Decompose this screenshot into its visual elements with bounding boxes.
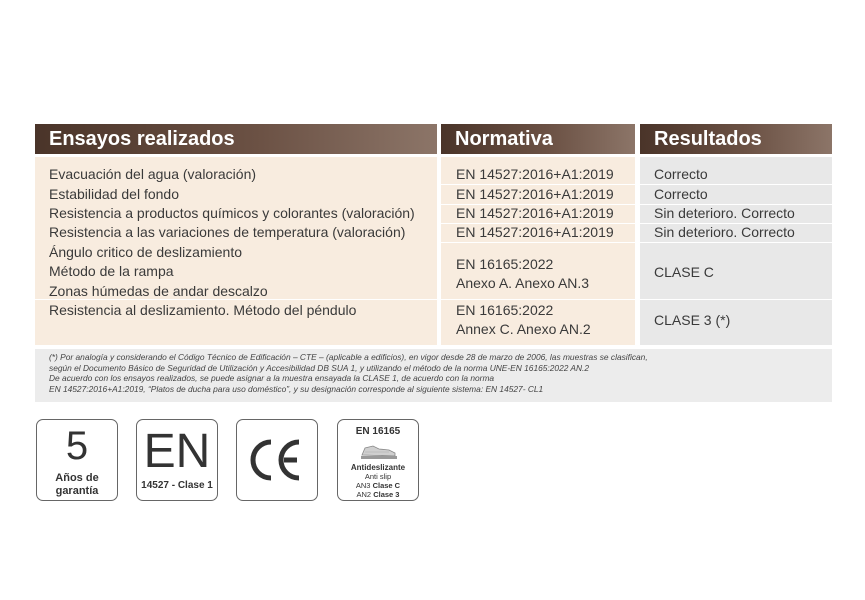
en-class: 14527 - Clase 1 (141, 480, 213, 491)
warranty-badge (36, 419, 118, 501)
norm-cell: Anexo A. Anexo AN.3 (456, 275, 590, 291)
result-cell: Correcto (654, 166, 708, 182)
test-cell: Zonas húmedas de andar descalzo (49, 283, 268, 299)
an2-class: Clase 3 (373, 490, 400, 499)
norm-cell: EN 14527:2016+A1:2019 (456, 205, 614, 221)
ce-badge (236, 419, 318, 501)
row-separator (35, 299, 832, 300)
antislip-an3 (338, 481, 418, 490)
en-badge (136, 419, 218, 501)
header-normativa: Normativa (441, 124, 635, 154)
an2-code: AN2 (356, 490, 372, 499)
header-resultados: Resultados (640, 124, 832, 154)
norm-cell: EN 14527:2016+A1:2019 (456, 224, 614, 240)
test-cell: Resistencia al deslizamiento. Método del péndulo (49, 302, 357, 318)
shoe-icon (359, 440, 399, 462)
antislip-label: Antideslizante (350, 463, 406, 472)
result-cell: CLASE C (654, 264, 714, 280)
antislip-sub: Anti slip (364, 472, 392, 481)
footnote (35, 349, 832, 402)
warranty-number: 5 (65, 424, 89, 468)
warranty-line2: garantía (55, 485, 99, 497)
norm-cell: Annex C. Anexo AN.2 (456, 321, 591, 337)
test-cell: Resistencia a las variaciones de temperatura (valoración) (49, 224, 406, 240)
test-cell: Estabilidad del fondo (49, 186, 179, 202)
an3-class: Clase C (372, 481, 401, 490)
antislip-title: EN 16165 (355, 426, 401, 437)
test-cell: Resistencia a productos químicos y colorantes (valoración) (49, 205, 415, 221)
an3-code: AN3 (355, 481, 371, 490)
warranty-line1: Años de (55, 472, 99, 484)
header-ensayos: Ensayos realizados (35, 124, 437, 154)
footnote-line: EN 14527:2016+A1:2019, “Platos de ducha para uso doméstico”, y su designación corresponde al siguiente sistema: EN 14527- CL1 (49, 383, 544, 394)
footnote-line: De acuerdo con los ensayos realizados, se puede asignar a la muestra ensayada la CLASE 1, de acuerdo con la norma (49, 373, 495, 384)
row-separator (441, 242, 832, 243)
antislip-an2 (338, 490, 418, 499)
norm-cell: EN 16165:2022 (456, 256, 554, 272)
norm-cell: EN 14527:2016+A1:2019 (456, 166, 614, 182)
en-text: EN (143, 425, 211, 478)
footnote-line: (*) Por analogía y considerando el Código Técnico de Edificación – CTE – (aplicable a edificios), en vigor desde 28 de marzo de 2006, las muestras se clasifican, (49, 352, 648, 362)
result-cell: Sin deterioro. Correcto (654, 205, 795, 221)
norm-cell: EN 16165:2022 (456, 302, 554, 318)
row-separator (441, 184, 832, 185)
footnote-line: según el Documento Básico de Seguridad de Utilización y Accesibilidad DB SUA 1, y utilizando el método de la norma UNE-EN 16165:2022 AN.2 (49, 362, 590, 373)
norm-cell: EN 14527:2016+A1:2019 (456, 186, 614, 202)
antislip-badge (337, 419, 419, 501)
test-cell: Evacuación del agua (valoración) (49, 166, 257, 182)
result-cell: CLASE 3 (*) (654, 312, 731, 328)
result-cell: Correcto (654, 186, 708, 202)
ce-mark-icon (237, 420, 317, 500)
test-cell: Ángulo critico de deslizamiento (49, 244, 242, 260)
test-cell: Método de la rampa (49, 263, 174, 279)
result-cell: Sin deterioro. Correcto (654, 224, 795, 240)
